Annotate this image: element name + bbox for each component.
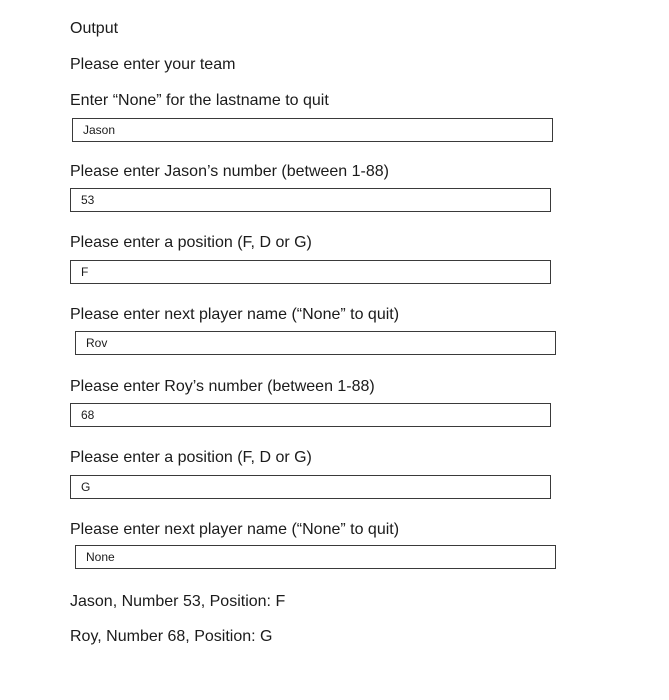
result-line-2: Roy, Number 68, Position: G xyxy=(70,628,273,645)
jason-number-box: 53 xyxy=(70,188,551,212)
prompt-next-player-2: Please enter next player name (“None” to quit) xyxy=(70,521,400,538)
position-2-box: G xyxy=(70,475,551,499)
lastname-input-box: Jason xyxy=(72,118,553,142)
prompt-position-1: Please enter a position (F, D or G) xyxy=(70,234,312,251)
player-name-3-box: None xyxy=(75,545,556,569)
output-heading: Output xyxy=(70,20,119,37)
prompt-quit-instruction: Enter “None” for the lastname to quit xyxy=(70,92,329,109)
player-name-2-box: Rov xyxy=(75,331,556,355)
prompt-next-player-1: Please enter next player name (“None” to quit) xyxy=(70,306,400,323)
position-1-box: F xyxy=(70,260,551,284)
result-line-1: Jason, Number 53, Position: F xyxy=(70,593,286,610)
prompt-jason-number: Please enter Jason’s number (between 1-88) xyxy=(70,163,389,180)
roy-number-box: 68 xyxy=(70,403,551,427)
prompt-roy-number: Please enter Roy’s number (between 1-88) xyxy=(70,378,375,395)
prompt-position-2: Please enter a position (F, D or G) xyxy=(70,449,312,466)
prompt-enter-team: Please enter your team xyxy=(70,56,236,73)
